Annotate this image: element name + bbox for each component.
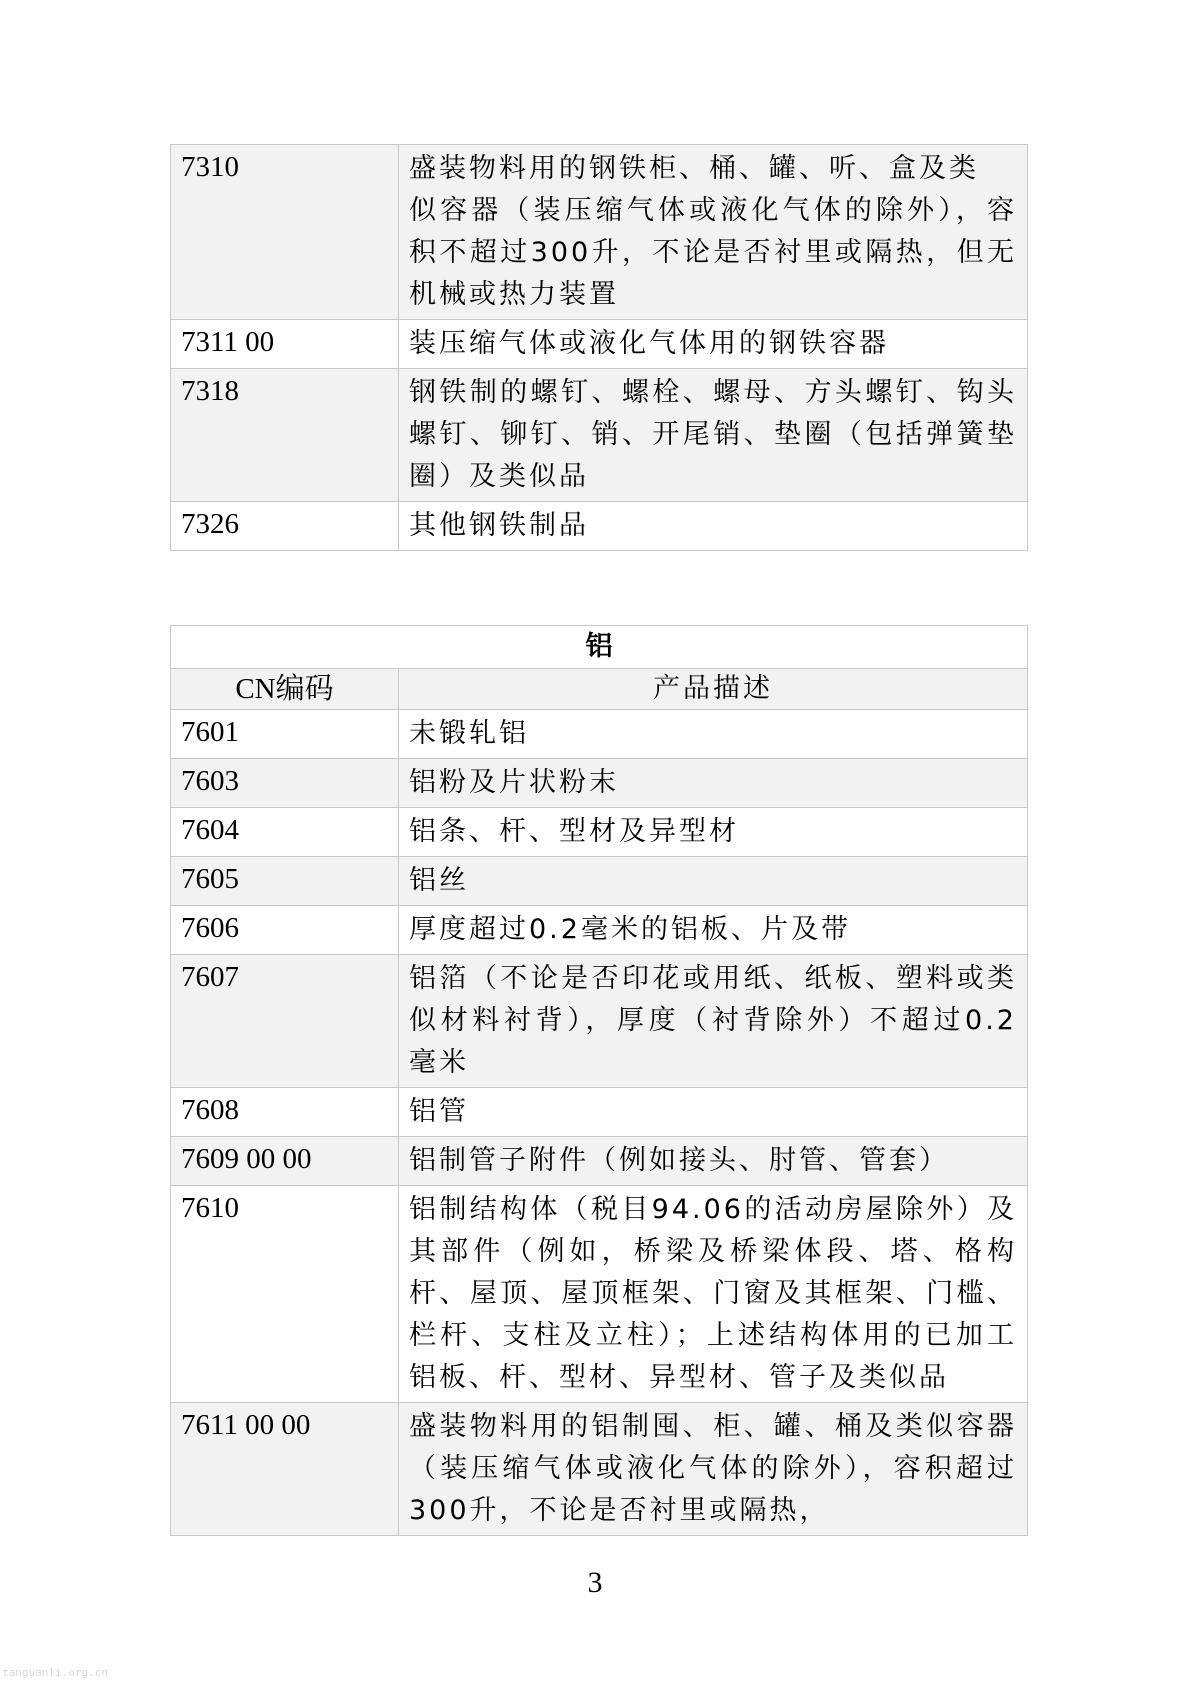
table-row — [171, 955, 1028, 1088]
table-row — [171, 808, 1028, 857]
table-row — [171, 145, 1028, 320]
table-row — [171, 502, 1028, 551]
table-row — [171, 857, 1028, 906]
cn-code: 7605 — [171, 857, 399, 906]
product-description: 铝丝 — [399, 857, 1028, 906]
page-number: 3 — [587, 1566, 603, 1599]
column-header-description: 产品描述 — [399, 669, 1028, 710]
product-description: 铝制结构体（税目94.06的活动房屋除外）及其部件（例如，桥梁及桥梁体段、塔、格构杆、屋顶、屋顶框架、门窗及其框架、门槛、栏杆、支柱及立柱）；上述结构体用的已加工铝板、杆、型材、异型材、管子及类似品 — [399, 1186, 1028, 1403]
table-caption: 铝 — [171, 626, 1028, 669]
table-row — [171, 320, 1028, 369]
column-header-code: CN编码 — [171, 669, 399, 710]
cn-code: 7608 — [171, 1088, 399, 1137]
table-header-row — [171, 669, 1028, 710]
cn-code: 7604 — [171, 808, 399, 857]
product-description: 未锻轧铝 — [399, 710, 1028, 759]
steel-products-table — [170, 144, 1028, 551]
cn-code: 7603 — [171, 759, 399, 808]
product-description: 铝粉及片状粉末 — [399, 759, 1028, 808]
product-description: 铝管 — [399, 1088, 1028, 1137]
table-row — [171, 369, 1028, 502]
table-row — [171, 759, 1028, 808]
product-description: 盛装物料用的钢铁柜、桶、罐、听、盒及类 似容器（装压缩气体或液化气体的除外），容积不超过300升，不论是否衬里或隔热，但无机械或热力装置 — [399, 145, 1028, 320]
cn-code: 7606 — [171, 906, 399, 955]
cn-code: 7610 — [171, 1186, 399, 1403]
cn-code: 7326 — [171, 502, 399, 551]
product-description: 铝条、杆、型材及异型材 — [399, 808, 1028, 857]
product-description: 厚度超过0.2毫米的铝板、片及带 — [399, 906, 1028, 955]
cn-code: 7609 00 00 — [171, 1137, 399, 1186]
product-description: 铝制管子附件（例如接头、肘管、管套） — [399, 1137, 1028, 1186]
table-row — [171, 1186, 1028, 1403]
table-caption-row — [171, 626, 1028, 669]
watermark: tanguanli.org.cn — [2, 1666, 108, 1679]
aluminium-products-table — [170, 625, 1028, 1536]
table-row — [171, 906, 1028, 955]
cn-code: 7311 00 — [171, 320, 399, 369]
product-description: 铝箔（不论是否印花或用纸、纸板、塑料或类似材料衬背），厚度（衬背除外）不超过0.2毫米 — [399, 955, 1028, 1088]
table-row — [171, 1403, 1028, 1536]
cn-code: 7607 — [171, 955, 399, 1088]
cn-code: 7601 — [171, 710, 399, 759]
product-description: 其他钢铁制品 — [399, 502, 1028, 551]
table-row — [171, 710, 1028, 759]
table-row — [171, 1088, 1028, 1137]
cn-code: 7310 — [171, 145, 399, 320]
cn-code: 7318 — [171, 369, 399, 502]
product-description: 盛装物料用的铝制囤、柜、罐、桶及类似容器（装压缩气体或液化气体的除外），容积超过300升，不论是否衬里或隔热， — [399, 1403, 1028, 1536]
product-description: 装压缩气体或液化气体用的钢铁容器 — [399, 320, 1028, 369]
cn-code: 7611 00 00 — [171, 1403, 399, 1536]
product-description: 钢铁制的螺钉、螺栓、螺母、方头螺钉、钩头螺钉、铆钉、销、开尾销、垫圈（包括弹簧垫圈）及类似品 — [399, 369, 1028, 502]
table-row — [171, 1137, 1028, 1186]
